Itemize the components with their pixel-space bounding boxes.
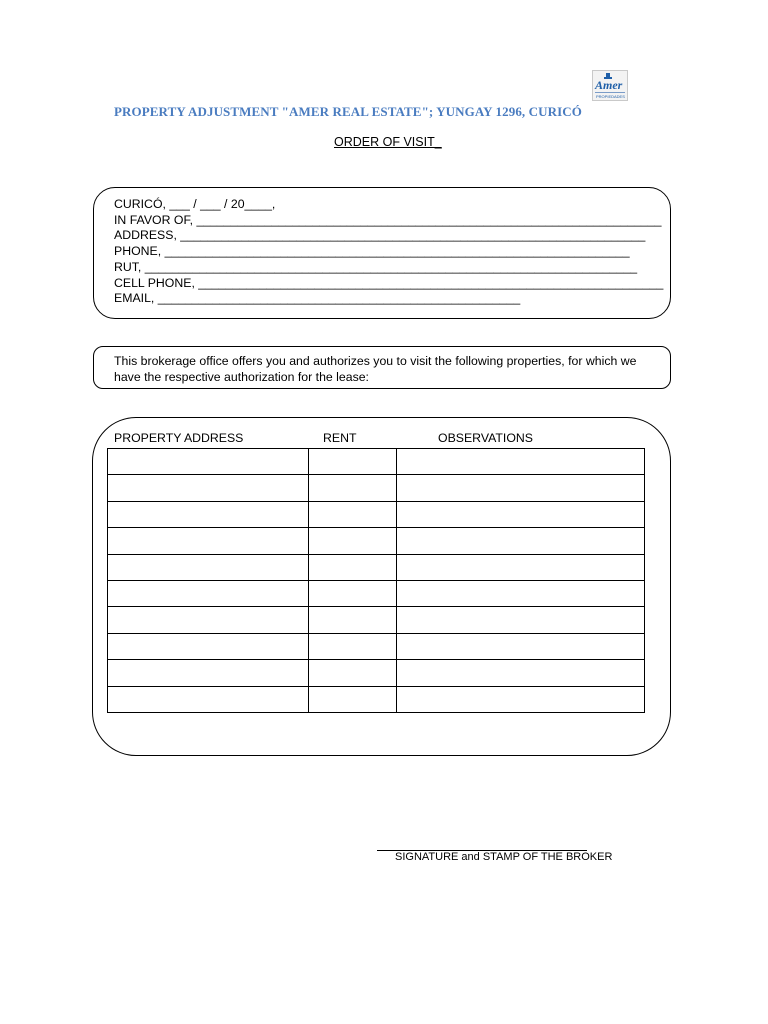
document-subtitle: ORDER OF VISIT_ <box>334 135 442 149</box>
table-row <box>108 528 645 554</box>
property-address-cell[interactable] <box>108 686 309 712</box>
column-header-rent: RENT <box>323 431 357 445</box>
table-row <box>108 607 645 633</box>
phone-field[interactable]: PHONE, ____________________________________________________________________ <box>114 244 630 259</box>
property-address-cell[interactable] <box>108 580 309 606</box>
authorization-text: This brokerage office offers you and authorizes you to visit the following properties, for which we have the respective authorization for the lease: <box>114 354 637 384</box>
rent-cell[interactable] <box>309 660 397 686</box>
column-header-observations: OBSERVATIONS <box>438 431 533 445</box>
observations-cell[interactable] <box>397 580 645 606</box>
observations-cell[interactable] <box>397 501 645 527</box>
signature-label: SIGNATURE and STAMP OF THE BROKER <box>395 851 613 863</box>
client-info-fields <box>114 197 663 307</box>
table-row <box>108 475 645 501</box>
table-row <box>108 554 645 580</box>
rent-cell[interactable] <box>309 686 397 712</box>
in-favor-of-field[interactable]: IN FAVOR OF, ____________________________________________________________________ <box>114 212 662 227</box>
rent-cell[interactable] <box>309 501 397 527</box>
rent-cell[interactable] <box>309 449 397 475</box>
svg-text:Amer: Amer <box>595 78 623 92</box>
table-row <box>108 501 645 527</box>
address-field[interactable]: ADDRESS, ____________________________________________________________________ <box>114 228 646 243</box>
rut-field[interactable]: RUT, ________________________________________________________________________ <box>114 259 638 274</box>
property-address-cell[interactable] <box>108 554 309 580</box>
observations-cell[interactable] <box>397 475 645 501</box>
property-address-cell[interactable] <box>108 633 309 659</box>
property-address-cell[interactable] <box>108 607 309 633</box>
property-address-cell[interactable] <box>108 501 309 527</box>
cell-phone-field[interactable]: CELL PHONE, ____________________________________________________________________ <box>114 275 664 290</box>
column-header-property-address: PROPERTY ADDRESS <box>114 431 244 445</box>
property-address-cell[interactable] <box>108 528 309 554</box>
date-field[interactable]: CURICÓ, ___ / ___ / 20____, <box>114 197 276 211</box>
properties-table <box>107 448 645 713</box>
amer-logo <box>592 70 628 101</box>
table-row <box>108 633 645 659</box>
table-row <box>108 449 645 475</box>
document-title: PROPERTY ADJUSTMENT "AMER REAL ESTATE"; YUNGAY 1296, CURICÓ <box>114 104 582 119</box>
observations-cell[interactable] <box>397 528 645 554</box>
property-address-cell[interactable] <box>108 660 309 686</box>
observations-cell[interactable] <box>397 607 645 633</box>
property-address-cell[interactable] <box>108 475 309 501</box>
observations-cell[interactable] <box>397 660 645 686</box>
email-field[interactable]: EMAIL, _____________________________________________________ <box>114 291 521 306</box>
property-address-cell[interactable] <box>108 449 309 475</box>
table-row <box>108 686 645 712</box>
observations-cell[interactable] <box>397 554 645 580</box>
rent-cell[interactable] <box>309 475 397 501</box>
observations-cell[interactable] <box>397 633 645 659</box>
rent-cell[interactable] <box>309 607 397 633</box>
table-row <box>108 660 645 686</box>
observations-cell[interactable] <box>397 449 645 475</box>
rent-cell[interactable] <box>309 554 397 580</box>
svg-text:PROPIEDADES: PROPIEDADES <box>596 94 625 99</box>
table-row <box>108 580 645 606</box>
rent-cell[interactable] <box>309 633 397 659</box>
observations-cell[interactable] <box>397 686 645 712</box>
rent-cell[interactable] <box>309 580 397 606</box>
rent-cell[interactable] <box>309 528 397 554</box>
